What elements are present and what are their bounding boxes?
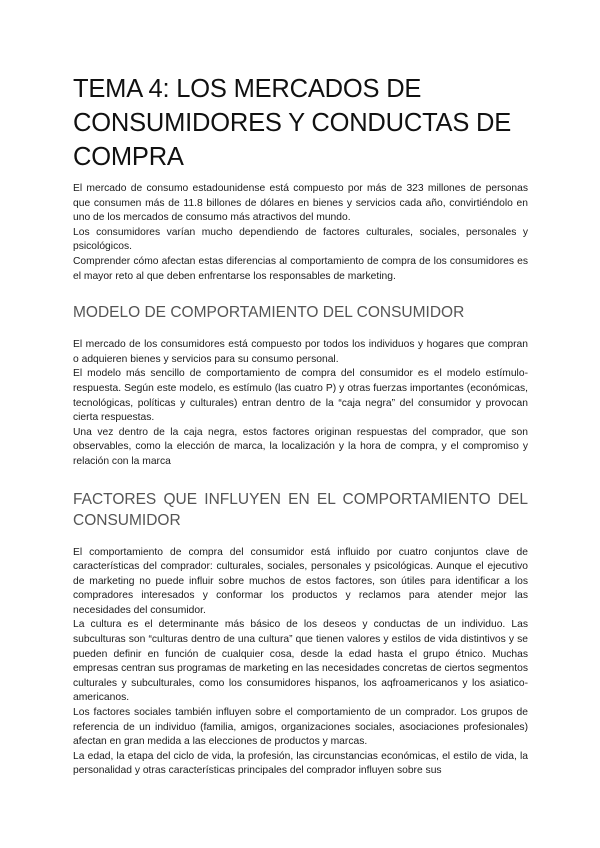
section2-paragraph: El comportamiento de compra del consumidor está influido por cuatro conjuntos clave de características del comprador: culturales, sociales, personales y psicológicas. Aunque el ejecutivo de marketing no puede influir sobre muchos de estos factores, son útiles para identificar a los compradores interesados y conformar los productos y reclamos para atender mejor las necesidades del consumidor. bbox=[73, 546, 528, 616]
page-title: TEMA 4: LOS MERCADOS DE CONSUMIDORES Y CONDUCTAS DE COMPRA bbox=[73, 75, 512, 171]
section2-paragraph: Los factores sociales también influyen sobre el comportamiento de un comprador. Los grupos de referencia de un individuo (familia, amigos, organizaciones sociales, asociaciones profesionales) afectan en gran medida a las elecciones de productos y marcas. bbox=[73, 707, 528, 748]
section-heading-modelo: MODELO DE COMPORTAMIENTO DEL CONSUMIDOR bbox=[73, 304, 465, 322]
section1-paragraph: Una vez dentro de la caja negra, estos factores originan respuestas del comprador, que son observables, como la elección de marca, la localización y la hora de compra, y el compromiso y relación con la marca bbox=[73, 426, 528, 467]
section1-paragraph: El mercado de los consumidores está compuesto por todos los individuos y hogares que compran o adquieren bienes y servicios para su consumo personal. bbox=[73, 339, 528, 365]
section2-paragraph: La edad, la etapa del ciclo de vida, la profesión, las circunstancias económicas, el estilo de vida, la personalidad y otras características principales del comprador influyen sobre sus bbox=[73, 750, 528, 777]
intro-paragraph: El mercado de consumo estadounidense está compuesto por más de 323 millones de personas que consumen más de 11.8 billones de dólares en bienes y servicios cada año, convirtiéndolo en uno de los mercados de consumo más atractivos del mundo. bbox=[73, 183, 528, 224]
section1-paragraph: El modelo más sencillo de comportamiento de compra del consumidor es el modelo estímulo-respuesta. Según este modelo, es estímulo (las cuatro P) y otras fuerzas importantes (económicas, tecnológicas, políticas y culturales) entran dentro de la “caja negra” del consumidor y provocan cierta respuestas. bbox=[73, 368, 528, 424]
section-heading-factores: FACTORES QUE INFLUYEN EN EL COMPORTAMIENTO DEL CONSUMIDOR bbox=[73, 490, 528, 529]
intro-paragraph: Los consumidores varían mucho dependiendo de factores culturales, sociales, personales y psicológicos. bbox=[73, 226, 528, 253]
intro-paragraph: Comprender cómo afectan estas diferencias al comportamiento de compra de los consumidores es el mayor reto al que deben enfrentarse los responsables de marketing. bbox=[73, 255, 528, 282]
page-content bbox=[73, 72, 528, 779]
section2-paragraph: La cultura es el determinante más básico de los deseos y conductas de un individuo. Las subculturas son “culturas dentro de una cultura” que tienen valores y estilos de vida distintivos y se pueden definir en función de cualquier cosa, desde la edad hasta el grupo étnico. Muchas empresas centran sus programas de marketing en las necesidades concretas de ciertos segmentos culturales y subculturales, como los consumidores hispanos, los aqfroamericanos y los asiatico-americanos. bbox=[73, 619, 529, 704]
